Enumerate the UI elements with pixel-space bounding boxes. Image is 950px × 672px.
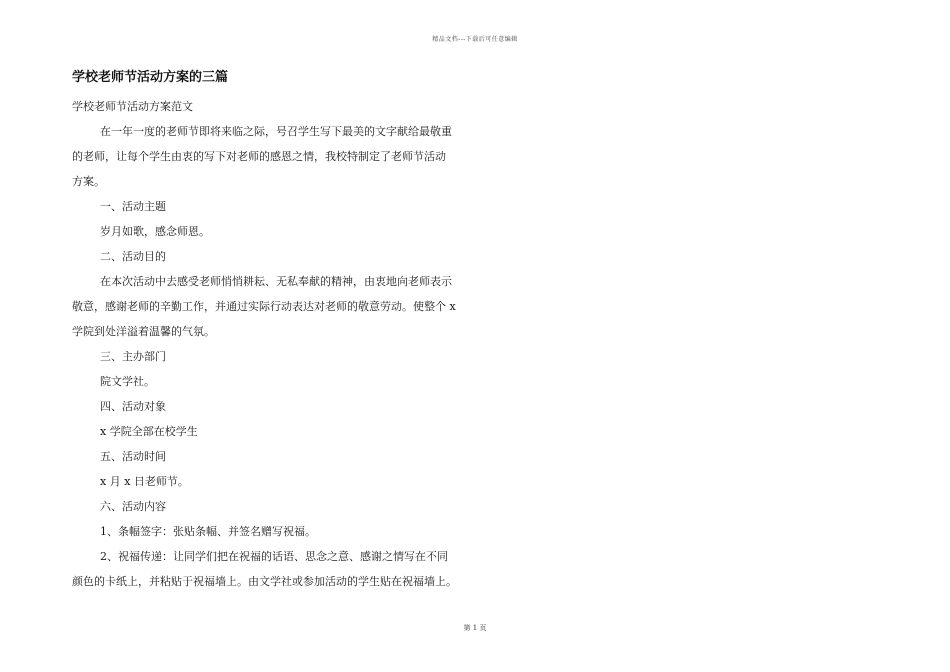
document-title: 学校老师节活动方案的三篇 [72,70,229,85]
section-heading: 五、活动时间 [100,450,166,463]
paragraph-line: x 月 x 日老师节。 [100,475,189,488]
section-heading: 三、主办部门 [100,350,166,363]
section-heading: 一、活动主题 [100,200,166,213]
section-heading: 四、活动对象 [100,400,166,413]
section-heading: 六、活动内容 [100,500,166,513]
paragraph-line: 在本次活动中去感受老师悄悄耕耘、无私奉献的精神，由衷地向老师表示 [100,275,452,288]
document-body [72,94,472,594]
paragraph-line: 的老师，让每个学生由衷的写下对老师的感恩之情，我校特制定了老师节活动 [72,150,446,163]
page-number: 第 1 页 [463,624,487,632]
paragraph-line: 岁月如歌，感念师恩。 [100,225,210,238]
page-header-note: 精品文档---下载后可任意编辑 [432,36,518,43]
paragraph-line: 颜色的卡纸上，并粘贴于祝福墙上。由文学社或参加活动的学生贴在祝福墙上。 [72,575,457,588]
paragraph-line: x 学院全部在校学生 [100,425,198,438]
paragraph-line: 学院到处洋溢着温馨的气氛。 [72,325,215,338]
paragraph-line: 2、祝福传递：让同学们把在祝福的话语、思念之意、感谢之情写在不同 [100,550,448,563]
paragraph-line: 在一年一度的老师节即将来临之际，号召学生写下最美的文字献给最敬重 [100,125,452,138]
paragraph-line: 院文学社。 [100,375,155,388]
section-heading: 二、活动目的 [100,250,166,263]
paragraph-line: 敬意，感谢老师的辛勤工作，并通过实际行动表达对老师的敬意劳动。使整个 x [72,300,456,313]
paragraph-line: 1、条幅签字：张贴条幅、并签名赠写祝福。 [100,525,316,538]
paragraph-line: 方案。 [72,175,105,188]
subtitle-line: 学校老师节活动方案范文 [72,100,193,113]
